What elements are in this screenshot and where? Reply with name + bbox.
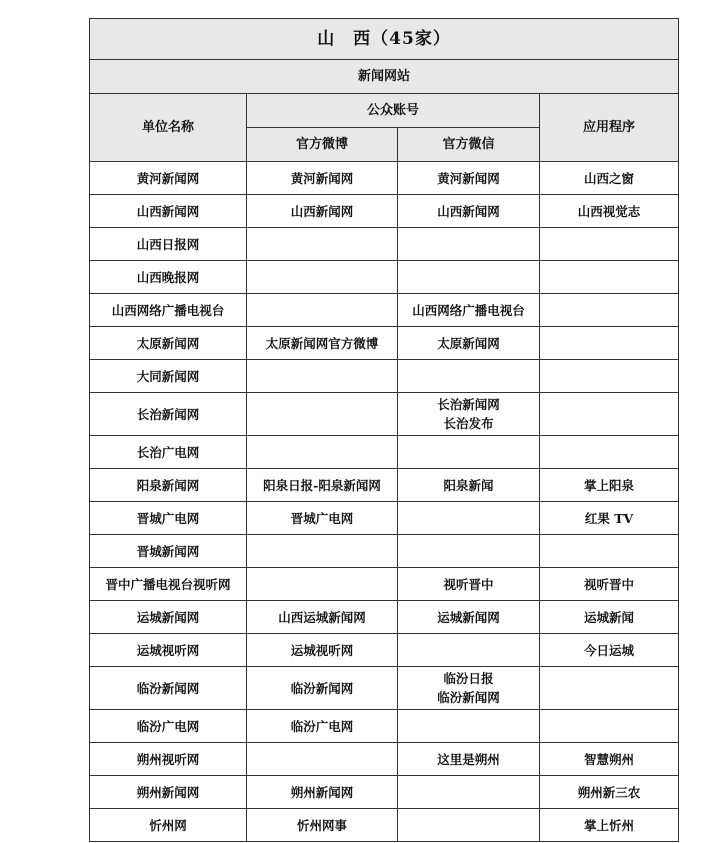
app-cell [540, 261, 679, 294]
weibo-cell [247, 568, 398, 601]
wechat-cell: 视听晋中 [398, 568, 540, 601]
wechat-account-line: 长治发布 [443, 416, 494, 431]
weibo-cell: 山西运城新闻网 [247, 601, 398, 634]
weibo-cell [247, 360, 398, 393]
unit-name-cell: 晋中广播电视台视听网 [90, 568, 247, 601]
wechat-account-line: 临汾日报 [443, 671, 494, 686]
app-cell: 掌上阳泉 [540, 469, 679, 502]
weibo-cell: 朔州新闻网 [247, 776, 398, 809]
wechat-cell [398, 809, 540, 842]
section-row [90, 60, 679, 94]
weibo-cell [247, 535, 398, 568]
weibo-cell: 阳泉日报-阳泉新闻网 [247, 469, 398, 502]
weibo-cell: 临汾新闻网 [247, 667, 398, 710]
wechat-cell [398, 667, 540, 710]
table-row [90, 261, 679, 294]
app-cell [540, 294, 679, 327]
weibo-cell [247, 228, 398, 261]
header-public-accounts: 公众账号 [247, 94, 540, 128]
table-body [90, 162, 679, 842]
app-cell [540, 710, 679, 743]
table-row [90, 393, 679, 436]
table-row [90, 436, 679, 469]
app-cell: 红果 TV [540, 502, 679, 535]
table-row [90, 469, 679, 502]
weibo-cell: 黄河新闻网 [247, 162, 398, 195]
wechat-cell: 山西新闻网 [398, 195, 540, 228]
unit-name-cell: 山西新闻网 [90, 195, 247, 228]
wechat-account-line: 长治新闻网 [437, 397, 500, 412]
unit-name-cell: 朔州视听网 [90, 743, 247, 776]
wechat-cell: 山西网络广播电视台 [398, 294, 540, 327]
unit-name-cell: 运城视听网 [90, 634, 247, 667]
wechat-cell [398, 634, 540, 667]
unit-name-cell: 临汾广电网 [90, 710, 247, 743]
header-app: 应用程序 [540, 94, 679, 162]
weibo-cell: 运城视听网 [247, 634, 398, 667]
table-row [90, 568, 679, 601]
unit-name-cell: 临汾新闻网 [90, 667, 247, 710]
table-row [90, 535, 679, 568]
app-cell [540, 360, 679, 393]
province-title: 山 西（45家） [90, 19, 679, 60]
unit-name-cell: 晋城广电网 [90, 502, 247, 535]
weibo-cell [247, 393, 398, 436]
section-title: 新闻网站 [90, 60, 679, 94]
title-row [90, 19, 679, 60]
unit-name-cell: 长治新闻网 [90, 393, 247, 436]
header-weibo: 官方微博 [247, 128, 398, 162]
unit-name-cell: 黄河新闻网 [90, 162, 247, 195]
wechat-cell [398, 436, 540, 469]
wechat-cell: 阳泉新闻 [398, 469, 540, 502]
table-row [90, 601, 679, 634]
table-row [90, 228, 679, 261]
table-row [90, 195, 679, 228]
unit-name-cell: 山西网络广播电视台 [90, 294, 247, 327]
document-table-container [89, 18, 678, 842]
unit-name-cell: 太原新闻网 [90, 327, 247, 360]
unit-name-cell: 山西日报网 [90, 228, 247, 261]
table-row [90, 294, 679, 327]
weibo-cell [247, 436, 398, 469]
table-row [90, 360, 679, 393]
header-row-1 [90, 94, 679, 128]
weibo-cell [247, 743, 398, 776]
table-row [90, 809, 679, 842]
wechat-cell [398, 228, 540, 261]
weibo-cell [247, 261, 398, 294]
unit-name-cell: 运城新闻网 [90, 601, 247, 634]
header-unit-name: 单位名称 [90, 94, 247, 162]
app-cell: 朔州新三农 [540, 776, 679, 809]
table-row [90, 162, 679, 195]
wechat-cell: 这里是朔州 [398, 743, 540, 776]
app-cell: 视听晋中 [540, 568, 679, 601]
app-cell: 运城新闻 [540, 601, 679, 634]
table-row [90, 743, 679, 776]
app-cell: 今日运城 [540, 634, 679, 667]
wechat-cell: 太原新闻网 [398, 327, 540, 360]
weibo-cell [247, 294, 398, 327]
unit-name-cell: 大同新闻网 [90, 360, 247, 393]
app-cell: 智慧朔州 [540, 743, 679, 776]
weibo-cell: 山西新闻网 [247, 195, 398, 228]
header-wechat: 官方微信 [398, 128, 540, 162]
app-cell [540, 667, 679, 710]
table-row [90, 667, 679, 710]
unit-name-cell: 忻州网 [90, 809, 247, 842]
unit-name-cell: 阳泉新闻网 [90, 469, 247, 502]
table-row [90, 710, 679, 743]
wechat-cell [398, 261, 540, 294]
unit-name-cell: 朔州新闻网 [90, 776, 247, 809]
unit-name-cell: 山西晚报网 [90, 261, 247, 294]
app-cell [540, 535, 679, 568]
wechat-cell [398, 360, 540, 393]
table-row [90, 634, 679, 667]
wechat-cell [398, 776, 540, 809]
media-list-table [89, 18, 679, 842]
table-row [90, 327, 679, 360]
app-cell: 山西之窗 [540, 162, 679, 195]
wechat-cell [398, 535, 540, 568]
app-cell: 掌上忻州 [540, 809, 679, 842]
weibo-cell: 忻州网事 [247, 809, 398, 842]
weibo-cell: 晋城广电网 [247, 502, 398, 535]
app-cell [540, 393, 679, 436]
app-cell [540, 327, 679, 360]
app-cell [540, 436, 679, 469]
wechat-cell [398, 393, 540, 436]
wechat-cell: 黄河新闻网 [398, 162, 540, 195]
table-row [90, 502, 679, 535]
wechat-cell [398, 710, 540, 743]
unit-name-cell: 晋城新闻网 [90, 535, 247, 568]
wechat-account-line: 临汾新闻网 [437, 690, 500, 705]
wechat-cell: 运城新闻网 [398, 601, 540, 634]
weibo-cell: 太原新闻网官方微博 [247, 327, 398, 360]
weibo-cell: 临汾广电网 [247, 710, 398, 743]
app-cell: 山西视觉志 [540, 195, 679, 228]
wechat-cell [398, 502, 540, 535]
app-cell [540, 228, 679, 261]
table-row [90, 776, 679, 809]
unit-name-cell: 长治广电网 [90, 436, 247, 469]
